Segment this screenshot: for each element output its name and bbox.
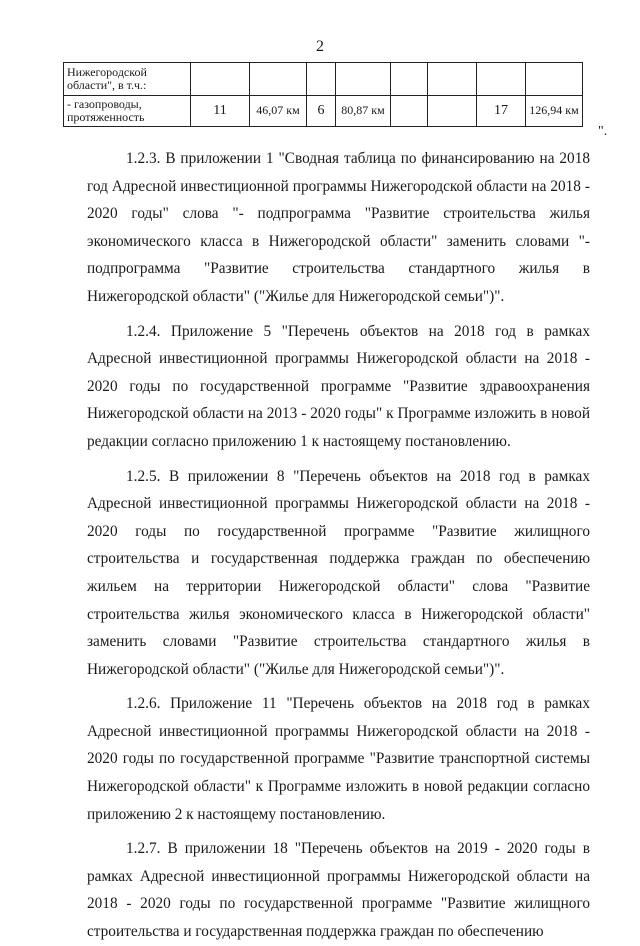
table-row (64, 96, 583, 127)
table-cell: 6 (307, 96, 336, 127)
table-cell: 80,87 км (336, 96, 391, 127)
table-cell: 126,94 км (526, 96, 583, 127)
table-cell (477, 63, 526, 96)
table-cell: 17 (477, 96, 526, 127)
paragraph-1-2-5: 1.2.5. В приложении 8 "Перечень объектов на 2018 год в рамках Адресной инвестиционной программы Нижегородской области на 2018 - 2020 годы по государственной программе "Развитие жилищного строительства и государственная поддержка граждан по обеспечению жильем на территории Нижегородской области" слова "Развитие строительства жилья экономического класса в Нижегородской области" заменить словами "Развитие строительства стандартного жилья в Нижегородской области" ("Жилье для Нижегородской семьи")". (87, 467, 590, 678)
paragraph-1-2-7: 1.2.7. В приложении 18 "Перечень объектов на 2019 - 2020 годы в рамках Адресной инвестиционной программы Нижегородской области на 2018 - 2020 годы по государственной программе "Развитие жилищного строительства и государственная поддержка граждан по обеспечению (87, 840, 590, 941)
table-cell (307, 63, 336, 96)
table-cell (336, 63, 391, 96)
table-cell (391, 63, 428, 96)
row-label: - газопроводы, протяженность (64, 96, 191, 127)
table-cell (428, 63, 477, 96)
paragraph-1-2-6: 1.2.6. Приложение 11 "Перечень объектов на 2018 год в рамках Адресной инвестиционной программы Нижегородской области на 2018 - 2020 годы по государственной программе "Развитие транспортной системы Нижегородской области" к Программе изложить в новой редакции согласно приложению 2 к настоящему постановлению. (87, 695, 590, 823)
summary-table (63, 62, 583, 127)
row-label: Нижегородской области", в т.ч.: (64, 63, 191, 96)
table-cell: 11 (191, 96, 250, 127)
table-cell: 46,07 км (250, 96, 307, 127)
table-row (64, 63, 583, 96)
table-cell (428, 96, 477, 127)
document-body (87, 145, 590, 946)
table-cell (191, 63, 250, 96)
closing-quote: ". (598, 124, 608, 139)
page-number: 2 (316, 38, 324, 55)
paragraph-1-2-4: 1.2.4. Приложение 5 "Перечень объектов на 2018 год в рамках Адресной инвестиционной программы Нижегородской области на 2018 - 2020 годы по государственной программе "Развитие здравоохранения Нижегородской области на 2013 - 2020 годы" к Программе изложить в новой редакции согласно приложению 1 к настоящему постановлению. (87, 322, 590, 450)
table-cell (526, 63, 583, 96)
table-cell (391, 96, 428, 127)
paragraph-1-2-3: 1.2.3. В приложении 1 "Сводная таблица по финансированию на 2018 год Адресной инвестиционной программы Нижегородской области на 2018 - 2020 годы" слова "- подпрограмма "Развитие строительства жилья экономического класса в Нижегородской области" заменить словами "- подпрограмма "Развитие строительства стандартного жилья в Нижегородской области" ("Жилье для Нижегородской семьи")". (87, 150, 590, 305)
table-cell (250, 63, 307, 96)
